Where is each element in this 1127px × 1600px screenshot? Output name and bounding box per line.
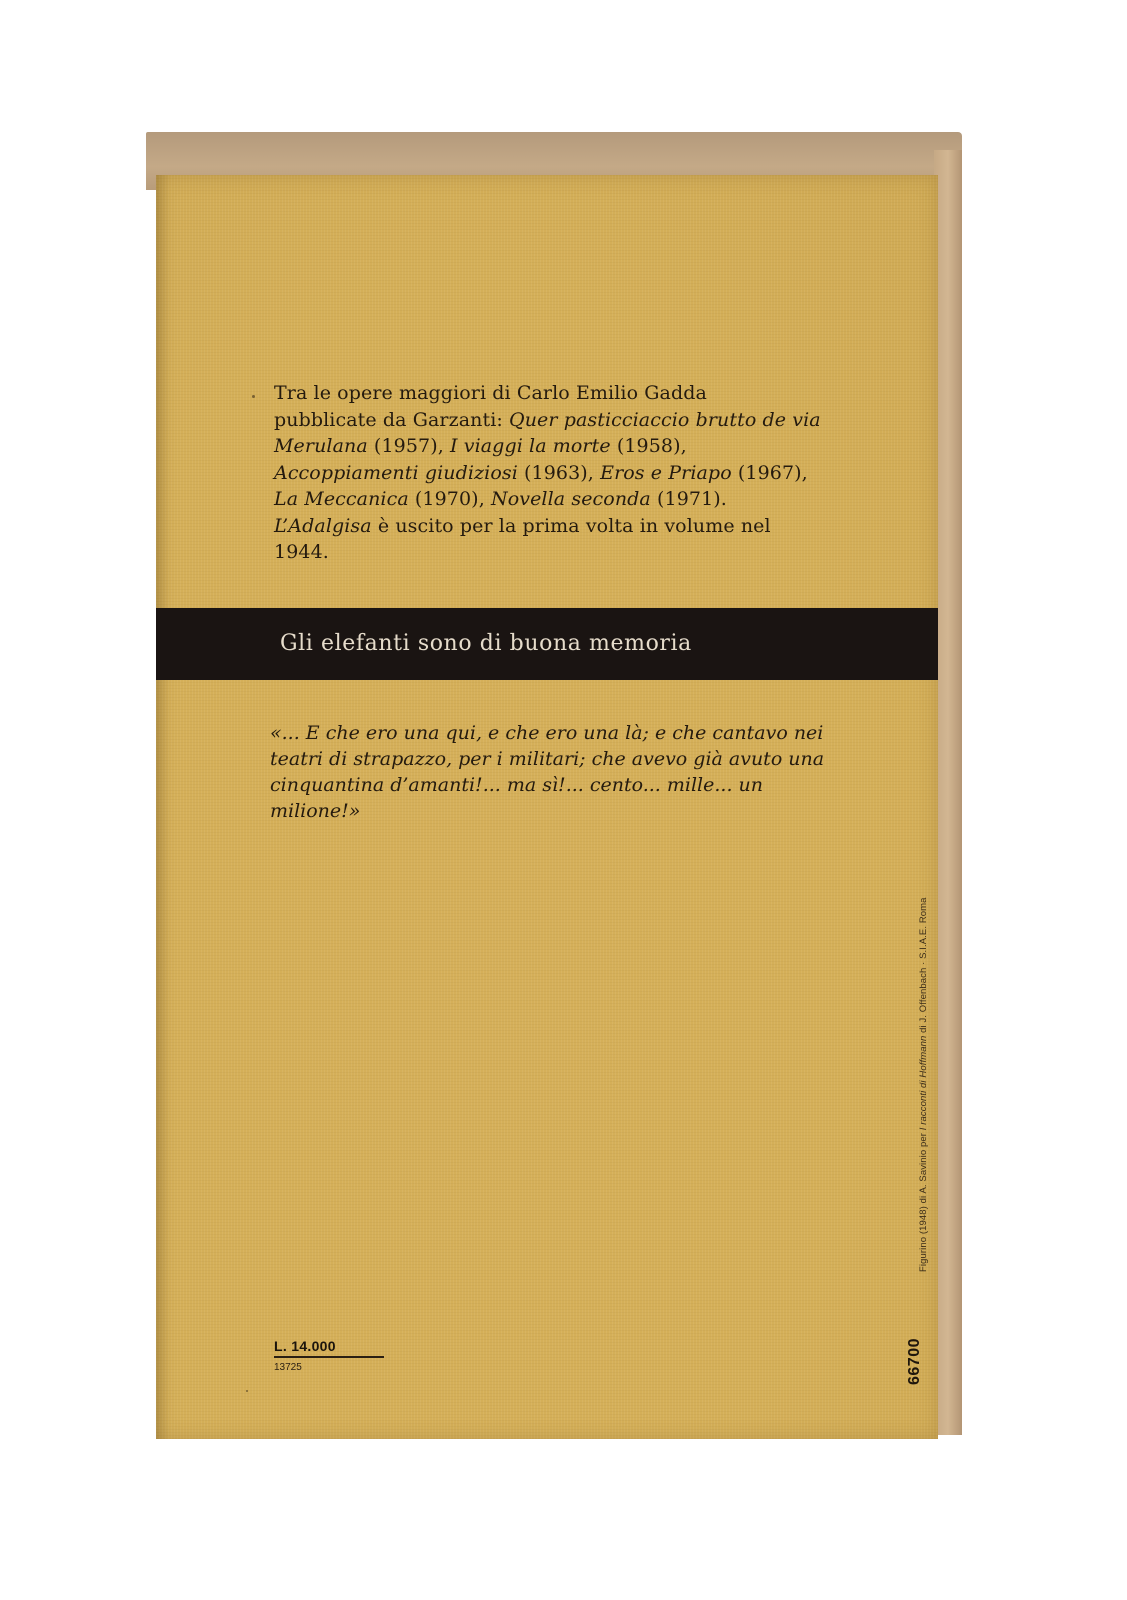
book-title-text: Novella seconda xyxy=(490,488,651,510)
book-page-edges-right xyxy=(934,150,962,1435)
bio-line xyxy=(274,460,814,487)
quote-line: cinquantina d’amanti!... ma sì!... cento... mille... un xyxy=(270,774,763,796)
bio-text: (1963), xyxy=(517,461,601,484)
quote-line: teatri di strapazzo, per i militari; che avevo già avuto una xyxy=(270,748,825,770)
book-title-text: Eros e Priapo xyxy=(600,461,732,484)
quote-line: milione!» xyxy=(270,800,361,822)
excerpt-quote xyxy=(270,720,830,824)
bio-text: (1957), xyxy=(367,435,450,457)
bio-text: (1971). xyxy=(650,488,727,510)
bio-line xyxy=(274,433,814,460)
quote-line: «... E che ero una qui, e che ero una là; e che cantavo nei xyxy=(270,722,824,744)
bio-text: Tra le opere maggiori di Carlo Emilio Gadda xyxy=(274,382,707,404)
bio-line xyxy=(274,513,814,540)
paper-speck xyxy=(246,1390,248,1392)
book-title-text: Quer pasticciaccio brutto de via xyxy=(509,408,821,431)
book-title-text: Accoppiamenti giudiziosi xyxy=(274,461,518,484)
author-works-paragraph xyxy=(274,380,821,566)
book-title-text: La Meccanica xyxy=(274,488,409,510)
book-title-text: L’Adalgisa xyxy=(274,514,372,537)
bio-text: 1944. xyxy=(274,541,329,563)
credit-text: di J. Offenbach · S.I.A.E. Roma xyxy=(918,897,929,1036)
bio-line xyxy=(274,486,814,513)
series-title: Gli elefanti sono di buona memoria xyxy=(280,631,692,656)
paper-speck xyxy=(252,395,255,398)
bio-line xyxy=(274,539,814,566)
book-title-text: Merulana xyxy=(274,435,368,457)
bio-text: (1958), xyxy=(610,435,687,457)
catalog-number: 66700 xyxy=(906,1338,923,1385)
price-underline xyxy=(274,1356,384,1358)
bio-text: (1967), xyxy=(731,461,808,484)
credit-text: Figurino (1948) di A. Savinio per xyxy=(918,1130,929,1272)
cover-art-credit xyxy=(918,897,929,1272)
bio-text: è uscito per la prima volta in volume nel xyxy=(371,514,771,537)
product-code: 13725 xyxy=(274,1362,302,1373)
price-label: L. 14.000 xyxy=(274,1338,336,1354)
book-title-text: I viaggi la morte xyxy=(450,435,611,457)
credit-title-text: I racconti di Hoffmann xyxy=(918,1035,929,1131)
bio-text: (1970), xyxy=(408,488,491,510)
bio-line xyxy=(274,380,814,407)
bio-line xyxy=(274,407,821,434)
spine-shadow xyxy=(156,175,170,1439)
bio-text: pubblicate da Garzanti: xyxy=(274,408,510,431)
